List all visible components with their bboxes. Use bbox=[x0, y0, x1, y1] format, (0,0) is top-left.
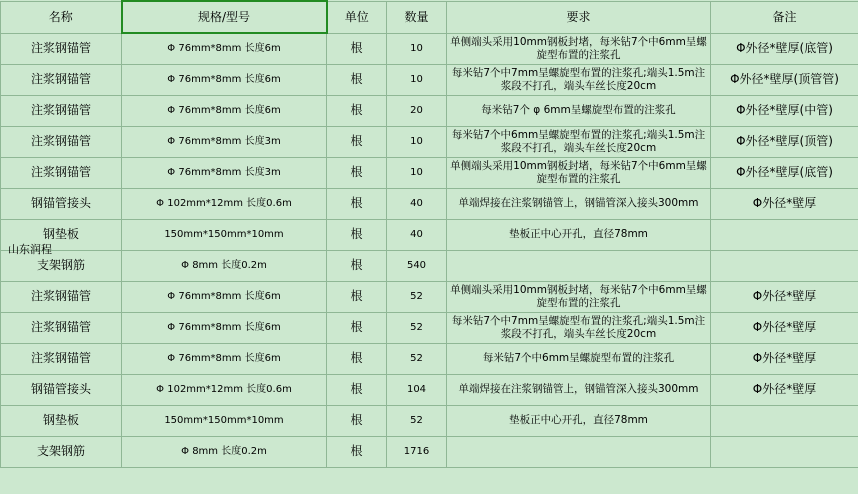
cell-name[interactable]: 注浆钢锚管 bbox=[1, 33, 122, 64]
cell-note[interactable]: Φ外径*壁厚 bbox=[711, 312, 858, 343]
cell-req[interactable]: 单侧端头采用10mm钢板封堵，每米钻7个中6mm呈螺旋型布置的注浆孔 bbox=[447, 281, 711, 312]
cell-qty[interactable]: 540 bbox=[387, 250, 447, 281]
cell-unit[interactable]: 根 bbox=[327, 157, 387, 188]
cell-name[interactable]: 注浆钢锚管 bbox=[1, 343, 122, 374]
cell-req[interactable] bbox=[447, 250, 711, 281]
table-row bbox=[1, 405, 858, 436]
cell-qty[interactable]: 52 bbox=[387, 312, 447, 343]
table-row bbox=[1, 281, 858, 312]
cell-req[interactable]: 每米钻7个中7mm呈螺旋型布置的注浆孔;端头1.5m注浆段不打孔，端头车丝长度20cm bbox=[447, 312, 711, 343]
cell-qty[interactable]: 10 bbox=[387, 157, 447, 188]
cell-note[interactable]: Φ外径*壁厚(顶管管) bbox=[711, 64, 858, 95]
cell-qty[interactable]: 104 bbox=[387, 374, 447, 405]
table-row bbox=[1, 219, 858, 250]
cell-name[interactable]: 注浆钢锚管 bbox=[1, 281, 122, 312]
cell-note[interactable]: Φ外径*壁厚(中管) bbox=[711, 95, 858, 126]
cell-spec[interactable]: 150mm*150mm*10mm bbox=[122, 219, 327, 250]
cell-note[interactable] bbox=[711, 436, 858, 467]
cell-qty[interactable]: 10 bbox=[387, 33, 447, 64]
cell-qty[interactable]: 10 bbox=[387, 126, 447, 157]
table-row bbox=[1, 343, 858, 374]
cell-unit[interactable]: 根 bbox=[327, 405, 387, 436]
cell-note[interactable] bbox=[711, 250, 858, 281]
table-row bbox=[1, 64, 858, 95]
cell-req[interactable]: 单侧端头采用10mm钢板封堵，每米钻7个中6mm呈螺旋型布置的注浆孔 bbox=[447, 33, 711, 64]
cell-note[interactable]: Φ外径*壁厚 bbox=[711, 343, 858, 374]
cell-name[interactable]: 支架钢筋 bbox=[1, 436, 122, 467]
cell-name[interactable]: 钢垫板 bbox=[1, 219, 122, 250]
cell-note[interactable] bbox=[711, 405, 858, 436]
cell-unit[interactable]: 根 bbox=[327, 64, 387, 95]
cell-req[interactable]: 垫板正中心开孔，直径78mm bbox=[447, 405, 711, 436]
cell-qty[interactable]: 1716 bbox=[387, 436, 447, 467]
cell-unit[interactable]: 根 bbox=[327, 374, 387, 405]
cell-unit[interactable]: 根 bbox=[327, 126, 387, 157]
cell-spec[interactable]: Φ 76mm*8mm 长度6m bbox=[122, 95, 327, 126]
cell-note[interactable] bbox=[711, 219, 858, 250]
watermark-text: 山东润程 bbox=[8, 243, 52, 256]
header-qty[interactable]: 数量 bbox=[387, 1, 447, 33]
cell-note[interactable]: Φ外径*壁厚 bbox=[711, 374, 858, 405]
header-spec[interactable]: 规格/型号 bbox=[122, 1, 327, 33]
cell-name[interactable]: 支架钢筋 bbox=[1, 250, 122, 281]
cell-name[interactable]: 钢垫板 bbox=[1, 405, 122, 436]
table-row bbox=[1, 126, 858, 157]
header-name[interactable]: 名称 bbox=[1, 1, 122, 33]
table-row bbox=[1, 157, 858, 188]
cell-spec[interactable]: Φ 8mm 长度0.2m bbox=[122, 436, 327, 467]
table-row bbox=[1, 188, 858, 219]
cell-req[interactable]: 单端焊接在注浆钢锚管上，钢锚管深入接头300mm bbox=[447, 374, 711, 405]
cell-req[interactable]: 垫板正中心开孔，直径78mm bbox=[447, 219, 711, 250]
cell-req[interactable]: 每米钻7个中6mm呈螺旋型布置的注浆孔 bbox=[447, 343, 711, 374]
table-row bbox=[1, 250, 858, 281]
cell-unit[interactable]: 根 bbox=[327, 250, 387, 281]
cell-spec[interactable]: Φ 76mm*8mm 长度6m bbox=[122, 312, 327, 343]
cell-spec[interactable]: Φ 76mm*8mm 长度6m bbox=[122, 64, 327, 95]
cell-qty[interactable]: 20 bbox=[387, 95, 447, 126]
cell-name[interactable]: 注浆钢锚管 bbox=[1, 95, 122, 126]
cell-unit[interactable]: 根 bbox=[327, 343, 387, 374]
cell-unit[interactable]: 根 bbox=[327, 188, 387, 219]
cell-unit[interactable]: 根 bbox=[327, 281, 387, 312]
cell-qty[interactable]: 40 bbox=[387, 219, 447, 250]
cell-qty[interactable]: 52 bbox=[387, 281, 447, 312]
table-row bbox=[1, 436, 858, 467]
cell-spec[interactable]: 150mm*150mm*10mm bbox=[122, 405, 327, 436]
cell-name[interactable]: 注浆钢锚管 bbox=[1, 312, 122, 343]
cell-unit[interactable]: 根 bbox=[327, 436, 387, 467]
cell-req[interactable] bbox=[447, 436, 711, 467]
cell-req[interactable]: 每米钻7个 φ 6mm呈螺旋型布置的注浆孔 bbox=[447, 95, 711, 126]
cell-spec[interactable]: Φ 76mm*8mm 长度3m bbox=[122, 126, 327, 157]
table-row bbox=[1, 374, 858, 405]
header-unit[interactable]: 单位 bbox=[327, 1, 387, 33]
cell-note[interactable]: Φ外径*壁厚 bbox=[711, 188, 858, 219]
cell-spec[interactable]: Φ 76mm*8mm 长度3m bbox=[122, 157, 327, 188]
cell-unit[interactable]: 根 bbox=[327, 219, 387, 250]
cell-note[interactable]: Φ外径*壁厚(底管) bbox=[711, 157, 858, 188]
cell-qty[interactable]: 52 bbox=[387, 343, 447, 374]
header-note[interactable]: 备注 bbox=[711, 1, 858, 33]
table-row bbox=[1, 312, 858, 343]
cell-name[interactable]: 注浆钢锚管 bbox=[1, 64, 122, 95]
table-row bbox=[1, 33, 858, 64]
cell-spec[interactable]: Φ 8mm 长度0.2m bbox=[122, 250, 327, 281]
cell-spec[interactable]: Φ 102mm*12mm 长度0.6m bbox=[122, 374, 327, 405]
cell-qty[interactable]: 52 bbox=[387, 405, 447, 436]
cell-unit[interactable]: 根 bbox=[327, 33, 387, 64]
cell-unit[interactable]: 根 bbox=[327, 95, 387, 126]
cell-qty[interactable]: 10 bbox=[387, 64, 447, 95]
cell-req[interactable]: 单侧端头采用10mm钢板封堵，每米钻7个中6mm呈螺旋型布置的注浆孔 bbox=[447, 157, 711, 188]
cell-spec[interactable]: Φ 102mm*12mm 长度0.6m bbox=[122, 188, 327, 219]
cell-name[interactable]: 钢锚管接头 bbox=[1, 374, 122, 405]
cell-req[interactable]: 每米钻7个中7mm呈螺旋型布置的注浆孔;端头1.5m注浆段不打孔，端头车丝长度20cm bbox=[447, 64, 711, 95]
cell-spec[interactable]: Φ 76mm*8mm 长度6m bbox=[122, 281, 327, 312]
cell-name[interactable]: 注浆钢锚管 bbox=[1, 157, 122, 188]
header-row bbox=[1, 1, 858, 33]
cell-note[interactable]: Φ外径*壁厚 bbox=[711, 281, 858, 312]
table-row bbox=[1, 95, 858, 126]
cell-spec[interactable]: Φ 76mm*8mm 长度6m bbox=[122, 343, 327, 374]
cell-req[interactable]: 单端焊接在注浆钢锚管上，钢锚管深入接头300mm bbox=[447, 188, 711, 219]
cell-spec[interactable]: Φ 76mm*8mm 长度6m bbox=[122, 33, 327, 64]
cell-qty[interactable]: 40 bbox=[387, 188, 447, 219]
cell-name[interactable]: 钢锚管接头 bbox=[1, 188, 122, 219]
cell-unit[interactable]: 根 bbox=[327, 312, 387, 343]
cell-note[interactable]: Φ外径*壁厚(底管) bbox=[711, 33, 858, 64]
cell-note[interactable]: Φ外径*壁厚(顶管) bbox=[711, 126, 858, 157]
cell-name[interactable]: 注浆钢锚管 bbox=[1, 126, 122, 157]
header-req[interactable]: 要求 bbox=[447, 1, 711, 33]
cell-req[interactable]: 每米钻7个中6mm呈螺旋型布置的注浆孔;端头1.5m注浆段不打孔，端头车丝长度20cm bbox=[447, 126, 711, 157]
